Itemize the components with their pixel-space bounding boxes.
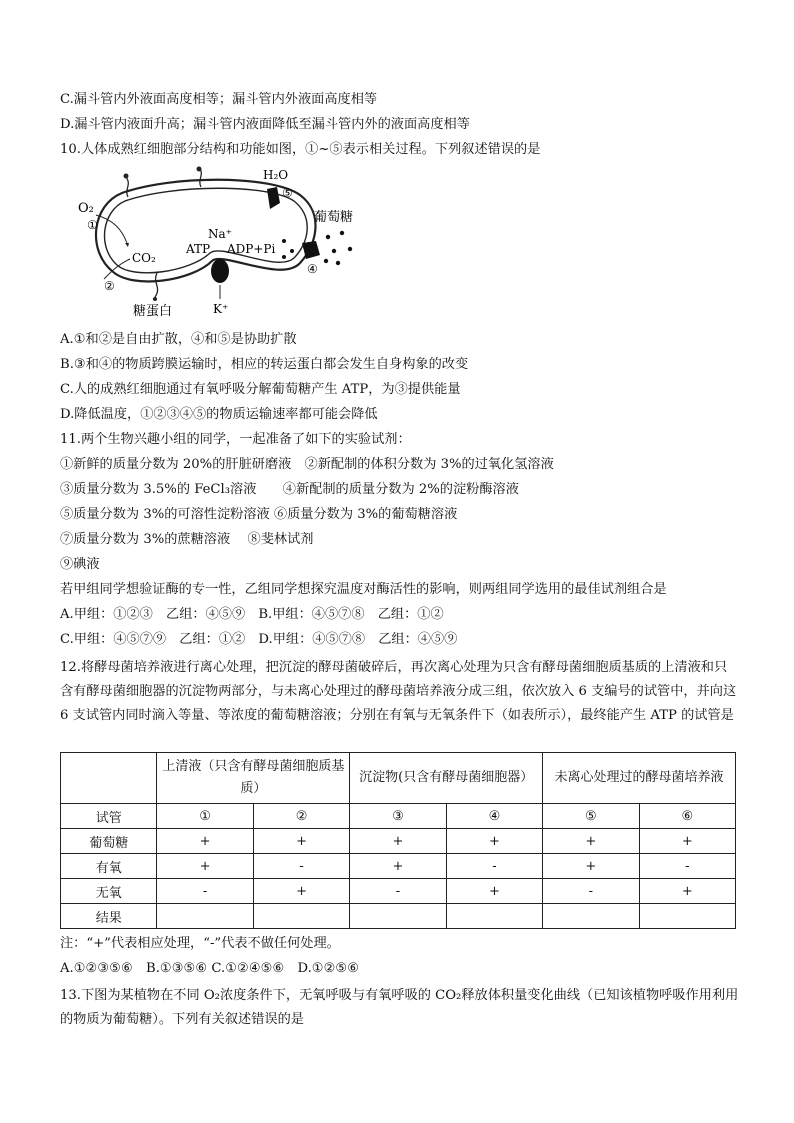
table-corner-cell bbox=[61, 753, 157, 804]
table-cell: + bbox=[543, 829, 639, 854]
q12-note: 注：“+”代表相应处理，“-”代表不做任何处理。 bbox=[60, 936, 340, 951]
option-d-prev: D.漏斗管内液面升高；漏斗管内液面降低至漏斗管内外的液面高度相等 bbox=[60, 117, 470, 132]
group-supernatant: 上清液（只含有酵母菌细胞质基质） bbox=[157, 753, 350, 804]
q11-options-cd: C.甲组：④⑤⑦⑨ 乙组：①② D.甲组：④⑤⑦⑧ 乙组：④⑤⑨ bbox=[60, 632, 458, 647]
label-glucose: 葡萄糖 bbox=[314, 210, 354, 225]
table-cell: - bbox=[446, 854, 542, 879]
glycoprotein-stalk-bottom bbox=[155, 273, 158, 297]
table-cell: + bbox=[639, 879, 735, 904]
table-cell: ③ bbox=[350, 804, 446, 829]
glycoprotein-top1 bbox=[126, 177, 128, 197]
q11-options-ab: A.甲组：①②③ 乙组：④⑤⑨ B.甲组：④⑤⑦⑧ 乙组：①② bbox=[60, 607, 444, 622]
table-cell: - bbox=[639, 854, 735, 879]
q11-reagent-line: ⑦质量分数为 3%的蔗糖溶液 ⑧斐林试剂 bbox=[60, 532, 314, 547]
water-channel bbox=[267, 187, 280, 209]
table-cell: ⑤ bbox=[543, 804, 639, 829]
table-cell: - bbox=[350, 879, 446, 904]
q12-options: A.①②③⑤⑥ B.①③⑤⑥ C.①②④⑤⑥ D.①②⑤⑥ bbox=[60, 961, 360, 976]
row-label: 无氧 bbox=[61, 879, 157, 904]
label-h2o: H₂O bbox=[263, 168, 289, 182]
q11-reagent-line: ①新鲜的质量分数为 20%的肝脏研磨液 ②新配制的体积分数为 3%的过氧化氢溶液 bbox=[60, 457, 554, 472]
label-co2: CO₂ bbox=[132, 251, 156, 265]
table-cell: + bbox=[543, 854, 639, 879]
table-row bbox=[61, 904, 736, 929]
table-cell: + bbox=[253, 829, 349, 854]
label-n5: ⑤ bbox=[282, 186, 293, 200]
table-cell: ④ bbox=[446, 804, 542, 829]
table-cell: + bbox=[157, 854, 253, 879]
q12-table bbox=[60, 752, 736, 929]
q11-reagent-line: ③质量分数为 3.5%的 FeCl₃溶液 ④新配制的质量分数为 2%的淀粉酶溶液 bbox=[60, 482, 519, 497]
label-n4: ④ bbox=[307, 262, 318, 276]
table-header-row bbox=[61, 753, 736, 804]
table-cell bbox=[157, 904, 253, 929]
table-cell: + bbox=[253, 879, 349, 904]
q10-option-d: D.降低温度，①②③④⑤的物质运输速率都可能会降低 bbox=[60, 407, 378, 422]
q10-option-c: C.人的成熟红细胞通过有氧呼吸分解葡萄糖产生 ATP，为③提供能量 bbox=[60, 382, 461, 397]
na-k-pump bbox=[211, 259, 229, 283]
table-row bbox=[61, 829, 736, 854]
rbc-diagram bbox=[62, 165, 362, 325]
table-cell bbox=[446, 904, 542, 929]
label-n2: ② bbox=[104, 279, 115, 293]
label-glycoprotein: 糖蛋白 bbox=[133, 304, 173, 319]
table-cell bbox=[543, 904, 639, 929]
q11-stem: 11.两个生物兴趣小组的同学，一起准备了如下的实验试剂： bbox=[60, 432, 411, 447]
q11-reagent-line: ⑤质量分数为 3%的可溶性淀粉溶液 ⑥质量分数为 3%的葡萄糖溶液 bbox=[60, 507, 458, 522]
row-label: 试管 bbox=[61, 804, 157, 829]
table-cell bbox=[639, 904, 735, 929]
table-cell: - bbox=[157, 879, 253, 904]
arrow-o2 bbox=[96, 215, 127, 243]
table-cell bbox=[253, 904, 349, 929]
q10-option-b: B.③和④的物质跨膜运输时，相应的转运蛋白都会发生自身构象的改变 bbox=[60, 357, 469, 372]
table-cell: + bbox=[446, 829, 542, 854]
table-cell bbox=[350, 904, 446, 929]
label-na: Na⁺ bbox=[208, 227, 232, 241]
label-adp: ADP+Pi bbox=[227, 242, 276, 256]
table-cell: - bbox=[543, 879, 639, 904]
row-label: 葡萄糖 bbox=[61, 829, 157, 854]
label-atp: ATP bbox=[186, 242, 211, 256]
table-row bbox=[61, 879, 736, 904]
q11-reagent-line: ⑨碘液 bbox=[60, 557, 100, 572]
q12-stem: 12.将酵母菌培养液进行离心处理，把沉淀的酵母菌破碎后，再次离心处理为只含有酵母菌细胞质基质的上清液和只含有酵母菌细胞器的沉淀物两部分，与未离心处理过的酵母菌培养液分成三组，依次放入 6 支编号的试管中，并向这 6 支试管内同时滴入等量、等浓度的葡萄糖溶液；分别在有氧与无氧条件下（如表所示），最终能产生 ATP 的试管是 bbox=[60, 660, 737, 723]
q11-question: 若甲组同学想验证酶的专一性，乙组同学想探究温度对酶活性的影响，则两组同学选用的最佳试剂组合是 bbox=[60, 582, 667, 597]
table-row bbox=[61, 854, 736, 879]
label-k: K⁺ bbox=[213, 302, 229, 316]
group-uncentrifuged: 未离心处理过的酵母菌培养液 bbox=[543, 753, 736, 804]
table-cell: ② bbox=[253, 804, 349, 829]
table-cell: ⑥ bbox=[639, 804, 735, 829]
row-label: 结果 bbox=[61, 904, 157, 929]
table-row bbox=[61, 804, 736, 829]
table-cell: ① bbox=[157, 804, 253, 829]
option-c-prev: C.漏斗管内外液面高度相等；漏斗管内外液面高度相等 bbox=[60, 92, 378, 107]
table-cell: + bbox=[639, 829, 735, 854]
q13-stem: 13.下图为某植物在不同 O₂浓度条件下，无氧呼吸与有氧呼吸的 CO₂释放体积量变化曲线（已知该植物呼吸作用利用的物质为葡萄糖）。下列有关叙述错误的是 bbox=[60, 988, 739, 1027]
table-cell: + bbox=[350, 829, 446, 854]
q10-option-a: A.①和②是自由扩散，④和⑤是协助扩散 bbox=[60, 332, 297, 347]
group-sediment: 沉淀物(只含有酵母菌细胞器） bbox=[350, 753, 543, 804]
q10-stem: 10.人体成熟红细胞部分结构和功能如图，①~⑤表示相关过程。下列叙述错误的是 bbox=[60, 142, 541, 157]
label-n1: ① bbox=[87, 218, 98, 232]
table-cell: - bbox=[253, 854, 349, 879]
row-label: 有氧 bbox=[61, 854, 157, 879]
table-cell: + bbox=[446, 879, 542, 904]
label-o2: O₂ bbox=[78, 201, 94, 216]
table-cell: + bbox=[350, 854, 446, 879]
table-cell: + bbox=[157, 829, 253, 854]
